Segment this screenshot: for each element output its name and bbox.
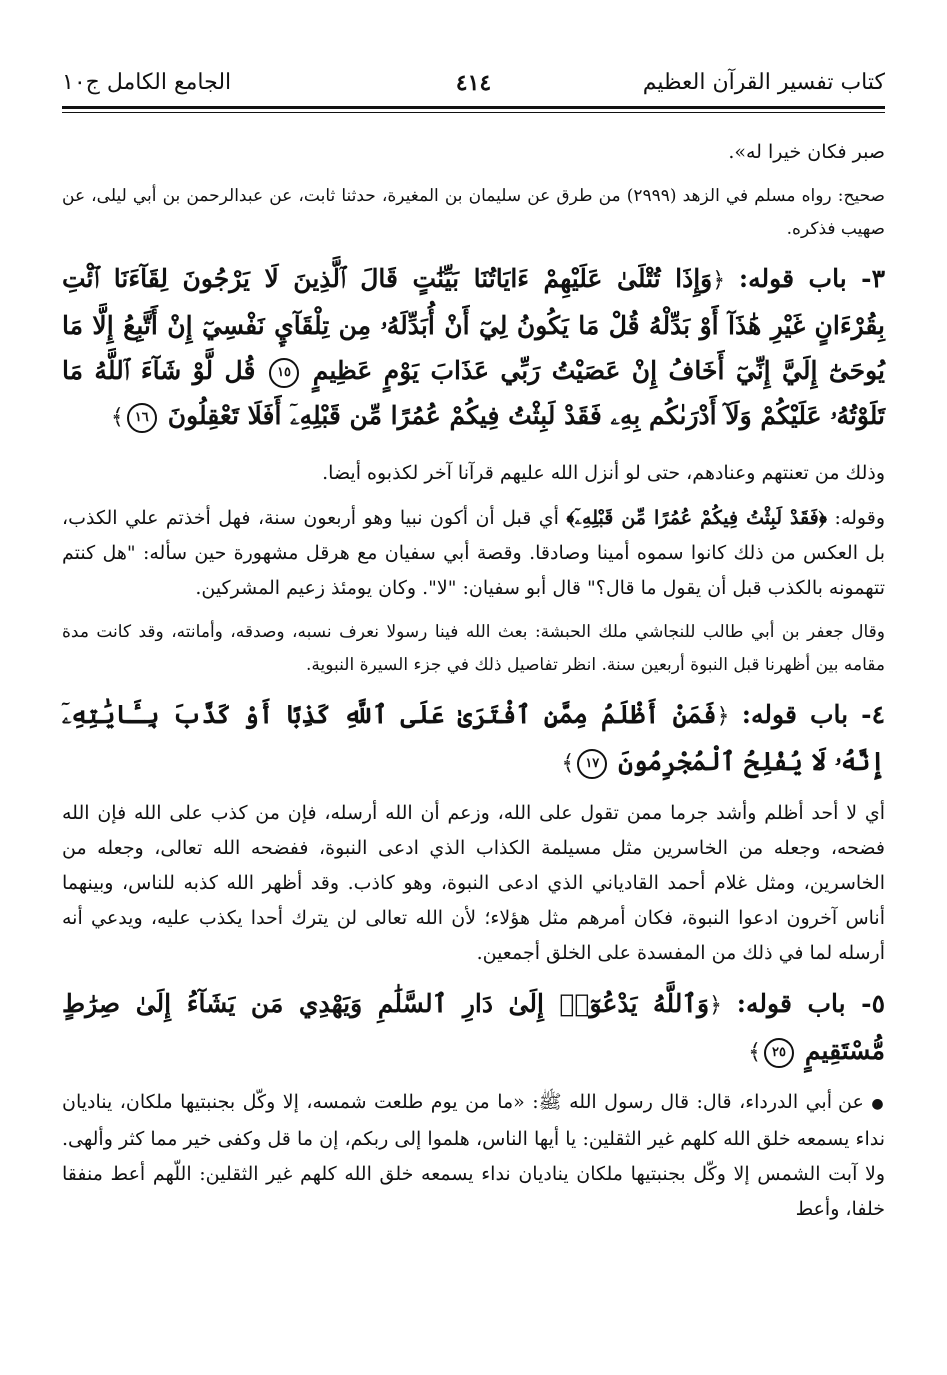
ornate-bracket-close: ﴾ (110, 405, 124, 430)
paragraph-commentary-1: وذلك من تعنتهم وعنادهم، حتى لو أنزل الله عليهم قرآنا آخر لكذبوه أيضا. (322, 462, 885, 484)
page-number: ٤١٤ (455, 70, 492, 96)
paragraph-jafar: وقال جعفر بن أبي طالب للنجاشي ملك الحبشة: بعث الله فينا رسولا نعرف نسبه، وصدقه، وأمانته، وقد كانت مدة مقامه بين أظهرنا قبل النبوة أربعين سنة. انظر تفاصيل ذلك في جزء السيرة النبوية. (62, 622, 885, 675)
page-content (62, 135, 885, 1227)
chapter-5-label: ٥- باب قوله: (736, 989, 885, 1018)
verse-number-15: ١٥ (269, 358, 299, 388)
header-rule-thin (62, 112, 885, 113)
chapter-4-label: ٤- باب قوله: (741, 700, 885, 729)
verse-number-17: ١٧ (577, 749, 607, 779)
chapter-3-label: ٣- باب قوله: (738, 264, 885, 293)
ornate-bracket-close: ﴾ (561, 751, 575, 776)
verse-number-16: ١٦ (127, 403, 157, 433)
bullet-icon: ● (871, 1096, 886, 1112)
paragraph-takhrij: صحيح: رواه مسلم في الزهد (٢٩٩٩) من طرق عن سليمان بن المغيرة، حدثنا ثابت، عن عبدالرحمن بن أبي ليلى، عن صهيب فذكره. (62, 186, 885, 239)
page-header (62, 58, 885, 114)
chapter-5-ayah: وَٱللَّهُ يَدْعُوٓا۟ إِلَىٰ دَارِ ٱلسَّلَٰمِ وَيَهْدِي مَن يَشَآءُ إِلَىٰ صِرَٰطٍ مُّسْتَقِيمٍ (62, 989, 885, 1065)
inline-ayah-quote: ﴿فَقَدْ لَبِثْتُ فِيكُمْ عُمُرًا مِّن قَبْلِهِۦٓ﴾ (566, 507, 828, 529)
ornate-bracket-open: ﴿ (712, 268, 726, 293)
chapter-4-heading (62, 692, 885, 786)
header-rule-thick (62, 106, 885, 109)
paragraph-commentary-3: أي لا أحد أظلم وأشد جرما ممن تقول على الله، وزعم أن الله أرسله، فإن من كذب على الله فإن الله فضحه، وجعله من الخاسرين مثل مسيلمة الكذاب الذي ادعى النبوة، ففضحه الله تعالى، وجعله من الخاسرين، ومثل غلام أحمد القادياني الذي ادعى النبوة، وهو كاذب. وقد أظهر الله كذبه للناس، وبينهما أناس آخرون ادعوا النبوة، فكان أمرهم مثل هؤلاء؛ لأن الله تعالى لن يترك أحدا يكذب عليه، ويدعي أنه أرسله لما في ذلك من المفسدة على الخلق أجمعين. (62, 802, 885, 964)
verse-number-25: ٢٥ (764, 1038, 794, 1068)
ornate-bracket-close: ﴾ (748, 1040, 761, 1065)
chapter-4-ayah: فَمَنْ أَظْلَمُ مِمَّنِ ٱفْتَرَىٰ عَلَى ٱللَّهِ كَذِبًا أَوْ كَذَّبَ بِـَٔايَٰتِهِۦٓ إِنَّهُۥ لَا يُفْلِحُ ٱلْمُجْرِمُونَ (62, 700, 885, 776)
paragraph-commentary-2-rest: أي قبل أن أكون نبيا وهو أربعون سنة، فهل أخذتم علي الكذب، بل العكس من ذلك كانوا سموه أمينا وصادقا. وقصة أبي سفيان مع هرقل مشهورة حين سأله: "هل كنتم تتهمونه بالكذب قبل أن يقول ما قال؟" قال أبو سفيان: "لا". وكان يومئذ زعيم المشركين. (62, 507, 885, 599)
paragraph-commentary-2 (62, 501, 885, 606)
volume-title: الجامع الكامل ج١٠ (62, 70, 232, 95)
ornate-bracket-open: ﴿ (709, 993, 722, 1018)
ornate-bracket-open: ﴿ (716, 704, 730, 729)
chapter-3-heading (62, 256, 885, 440)
paragraph-hadith-end: صبر فكان خيرا له». (728, 141, 885, 163)
paragraph-hadith (62, 1085, 885, 1227)
chapter-3-ayah-15: وَإِذَا تُتْلَىٰ عَلَيْهِمْ ءَايَاتُنَا بَيِّنَٰتٍ قَالَ ٱلَّذِينَ لَا يَرْجُونَ لِقَآءَنَا ٱئْتِ بِقُرْءَانٍ غَيْرِ هَٰذَآ أَوْ بَدِّلْهُ قُلْ مَا يَكُونُ لِيٓ أَنْ أُبَدِّلَهُۥ مِن تِلْقَآيِٕ نَفْسِيٓ إِنْ أَتَّبِعُ إِلَّا مَا يُوحَىٰٓ إِلَيَّ إِنِّيٓ أَخَافُ إِنْ عَصَيْتُ رَبِّي عَذَابَ يَوْمٍ عَظِيمٍ (62, 264, 885, 385)
book-title: كتاب تفسير القرآن العظيم (642, 70, 885, 95)
paragraph-hadith-text: عن أبي الدرداء، قال: قال رسول الله ﷺ: «ما من يوم طلعت شمسه، إلا وكّل بجنبتيها ملكان، يناديان نداء يسمعه خلق الله كلهم غير الثقلين: يا أيها الناس، هلموا إلى ربكم، إن ما قل وكفى خير مما كثر وألهى. ولا آبت الشمس إلا وكّل بجنبتيها ملكان يناديان نداء يسمعه خلق الله كلهم غير الثقلين: اللّهم أعط منفقا خلفا، وأعط (62, 1091, 885, 1220)
paragraph-commentary-2-intro: وقوله: (834, 507, 885, 529)
chapter-5-heading (62, 981, 885, 1075)
chapter-3-ayah-16: قُل لَّوْ شَآءَ ٱللَّهُ مَا تَلَوْتُهُۥ عَلَيْكُمْ وَلَآ أَدْرَىٰكُم بِهِۦ فَقَدْ لَبِثْتُ فِيكُمْ عُمُرًا مِّن قَبْلِهِۦٓ أَفَلَا تَعْقِلُونَ (62, 356, 885, 430)
